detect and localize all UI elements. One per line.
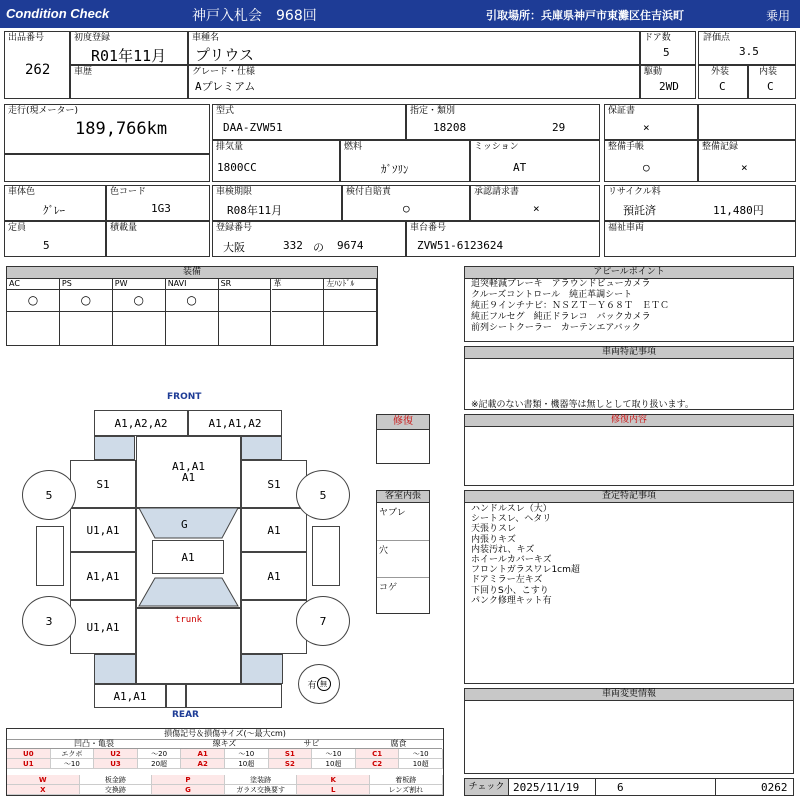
vehicle-name: プリウス: [195, 46, 254, 64]
equip-5-label: 革: [272, 278, 325, 290]
appeal-title: アピールポイント: [465, 267, 793, 279]
equip-0-label: AC: [7, 278, 60, 290]
appeal-line: 純正フルセグ 純正ドラレコ バックカメラ: [471, 312, 651, 322]
auction-name: 神戸入札会 968回: [192, 8, 317, 24]
legend-cell: A1: [181, 749, 225, 759]
category-label: 乗用: [766, 9, 791, 23]
reg-number: 9674: [337, 239, 364, 252]
legend-title: 損傷記号＆損傷サイズ(〜最大cm): [7, 729, 443, 740]
inspection-label: 車検期限: [216, 187, 253, 197]
displacement-label: 排気量: [216, 142, 244, 152]
mission-label: ミッション: [474, 142, 519, 152]
mission-value: AT: [513, 161, 527, 174]
inspector-line: ハンドルスレ（大）: [471, 504, 552, 514]
fuel-label: 燃料: [344, 142, 363, 152]
inspector-line: 内装汚れ、キズ: [471, 544, 535, 555]
rear-label: REAR: [172, 710, 199, 720]
fender-right[interactable]: S1: [241, 460, 307, 508]
door-rear-left[interactable]: A1,A1: [70, 552, 136, 600]
legend-cell: 10超: [225, 759, 269, 769]
insurance-label: 検付自賠責: [346, 187, 392, 197]
check-date: 2025/11/19: [513, 781, 580, 794]
rear-bumper-right[interactable]: [166, 684, 186, 708]
score-value: 3.5: [739, 45, 759, 58]
legend-cell: A2: [181, 759, 225, 769]
appeal-line: 追突軽減ブレーキ アラウンドビューカメラ: [471, 279, 651, 289]
check-label: チェック: [465, 779, 509, 795]
legend-cell: 10超: [399, 759, 443, 769]
legend-box: [6, 728, 444, 796]
color-code-label: 色コード: [110, 187, 147, 197]
legend-cell: 〜10: [312, 749, 356, 759]
legend-group: 線キズ: [181, 739, 268, 749]
int-label: 内装: [759, 67, 778, 77]
door-rear-right[interactable]: A1: [241, 552, 307, 600]
model-label: 型式: [216, 106, 235, 116]
legend-cell: U0: [7, 749, 51, 759]
interior-item: ヤブレ: [379, 508, 406, 518]
load-label: 積載量: [110, 223, 138, 233]
chassis-label: 車台番号: [410, 223, 447, 233]
front-bumper-right[interactable]: A1,A1,A2: [188, 410, 282, 436]
hood-value: A1,A1 A1: [171, 460, 206, 484]
reg-no-label: 登録番号: [216, 223, 253, 233]
capacity-value: 5: [43, 239, 50, 252]
legend-cell: U1: [7, 759, 51, 769]
legend-cell: 板金跡: [80, 775, 153, 785]
legend-cell: 10超: [312, 759, 356, 769]
displacement-value: 1800CC: [217, 161, 257, 174]
repair-badge-label: 修復: [377, 415, 429, 430]
tire-front-right[interactable]: 5: [296, 470, 350, 520]
legend-cell: C2: [356, 759, 400, 769]
equip-2-label: PW: [113, 278, 166, 290]
insurance-value: ○: [403, 202, 410, 215]
trunk[interactable]: [136, 608, 241, 684]
approval-value: ×: [533, 202, 540, 215]
fender-left[interactable]: S1: [70, 460, 136, 508]
roof[interactable]: A1: [152, 540, 224, 574]
rear-corner-right: [241, 654, 283, 684]
grade-value: Aプレミアム: [195, 80, 256, 93]
appeal-line: 純正９インチナビ：ＮＳＺＴ－Ｙ６８Ｔ ＥＴＣ: [471, 301, 670, 311]
ext-label: 外装: [711, 67, 730, 77]
trunk-label: trunk: [174, 615, 203, 625]
recycle-amount: 11,480円: [713, 204, 764, 217]
equip-2-value: ○: [113, 290, 166, 312]
first-reg-value: R01年11月: [91, 47, 167, 65]
ext-value: C: [719, 80, 726, 93]
condition-check-title: Condition Check: [6, 6, 110, 21]
inspector-line: パンク修理キット有: [471, 595, 552, 606]
reg-kana: の: [313, 241, 324, 254]
spare-tire[interactable]: [298, 664, 340, 704]
tire-rear-left[interactable]: 3: [22, 596, 76, 646]
legend-group: 凹凸・亀裂: [7, 739, 181, 749]
repair-title: 修復内容: [465, 415, 793, 427]
rear-bumper[interactable]: A1,A1: [94, 684, 166, 708]
capacity-label: 定員: [8, 223, 27, 233]
equip-1-value: ○: [60, 290, 113, 312]
equip-6-label: 左ﾊﾝﾄﾞﾙ: [324, 278, 377, 290]
check-code: 0262: [761, 781, 788, 794]
category-number: 29: [552, 121, 566, 134]
manual-value: ○: [643, 161, 650, 174]
inspector-line: ホイールカバーキズ: [471, 555, 552, 566]
warranty-label: 保証書: [608, 106, 636, 116]
legend-cell: 20超: [138, 759, 182, 769]
color-code-value: 1G3: [151, 202, 171, 215]
designation-value: 18208: [433, 121, 467, 134]
model-value: DAA-ZVW51: [223, 121, 283, 134]
legend-cell: 着板跡: [370, 775, 443, 785]
equip-0-value: ○: [7, 290, 60, 312]
mileage-label: 走行(現メーター): [8, 106, 79, 116]
recycle-status: 預託済: [623, 204, 656, 217]
score-label: 評価点: [703, 33, 731, 43]
approval-label: 承認請求書: [474, 187, 520, 197]
designation-label: 指定・類別: [410, 106, 456, 116]
special-notes-text: ※記載のない書類・機器等は無しとして取り扱います。: [471, 400, 694, 410]
spare-label: 有: [307, 680, 317, 691]
color-value: ｸﾞﾚｰ: [43, 204, 65, 217]
history-label: 車歴: [74, 67, 93, 77]
front-bumper-left[interactable]: A1,A2,A2: [94, 410, 188, 436]
mileage-value: 189,766km: [75, 119, 168, 139]
equip-1-label: PS: [60, 278, 113, 290]
inspection-value: R08年11月: [227, 204, 283, 217]
legend-cell: 〜10: [399, 749, 443, 759]
appeal-line: クルーズコントロール 純正革調シート: [471, 290, 633, 300]
inspector-line: シートスレ、ヘタリ: [471, 514, 552, 525]
legend-cell: U2: [94, 749, 138, 759]
drive-value: 2WD: [659, 80, 679, 93]
interior-item: コゲ: [377, 577, 429, 614]
tire-front-left[interactable]: 5: [22, 470, 76, 520]
mirror-left: [36, 526, 64, 586]
pickup-location: 引取場所：兵庫県神戸市東灘区住吉浜町: [486, 9, 684, 22]
lot-label: 出品番号: [8, 33, 45, 43]
legend-cell: X: [7, 785, 80, 795]
legend-cell: S2: [269, 759, 313, 769]
legend-cell: エクボ: [51, 749, 95, 759]
legend-cell: S1: [269, 749, 313, 759]
doors-value: 5: [663, 46, 670, 59]
inspector-line: フロントガラスワレ1cm超: [471, 565, 580, 576]
legend-group: 腐食: [355, 739, 442, 749]
special-notes-title: 車両特記事項: [465, 347, 793, 359]
change-info-title: 車両変更情報: [465, 689, 793, 701]
interior-title: 客室内張: [377, 491, 429, 503]
inspector-line: 天張りスレ: [471, 524, 517, 535]
check-number: 6: [617, 781, 624, 794]
legend-cell: P: [152, 775, 225, 785]
fuel-value: ｶﾞｿﾘﾝ: [381, 163, 409, 176]
grade-label: グレード・仕様: [192, 67, 256, 77]
legend-cell: K: [297, 775, 370, 785]
door-front-left[interactable]: U1,A1: [70, 508, 136, 552]
lot-number: 262: [25, 62, 51, 78]
legend-cell: U3: [94, 759, 138, 769]
legend-cell: L: [297, 785, 370, 795]
equip-3-value: ○: [166, 290, 219, 312]
color-label: 車体色: [8, 187, 36, 197]
spare-icon: 無: [317, 677, 331, 691]
legend-cell: W: [7, 775, 80, 785]
drive-label: 駆動: [644, 67, 663, 77]
interior-item: 穴: [377, 540, 429, 577]
legend-cell: 〜10: [225, 749, 269, 759]
record-label: 整備記録: [702, 142, 739, 152]
legend-cell: 〜10: [51, 759, 95, 769]
quarter-left[interactable]: U1,A1: [70, 600, 136, 654]
legend-cell: ガラス交換要す: [225, 785, 298, 795]
reg-area: 大阪: [223, 241, 245, 254]
legend-cell: レンズ割れ: [370, 785, 443, 795]
rear-corner-left: [94, 654, 136, 684]
inspector-line: 内張りキズ: [471, 534, 516, 545]
front-label: FRONT: [167, 392, 202, 402]
record-value: ×: [741, 161, 748, 174]
welfare-label: 福祉車両: [608, 223, 645, 233]
inspector-line: 下回りS小、こすり: [471, 585, 549, 596]
mirror-right: [312, 526, 340, 586]
legend-cell: 交換跡: [80, 785, 153, 795]
chassis-value: ZVW51-6123624: [417, 239, 504, 252]
doors-label: ドア数: [644, 33, 671, 43]
inspector-line: ドアミラー左キズ: [471, 575, 543, 586]
legend-cell: G: [152, 785, 225, 795]
tire-rear-right[interactable]: 7: [296, 596, 350, 646]
rear-bumper-right2[interactable]: [186, 684, 282, 708]
warranty-value: ×: [643, 121, 650, 134]
equip-4-label: SR: [219, 278, 272, 290]
name-label: 車種名: [192, 33, 220, 43]
first-reg-label: 初度登録: [74, 33, 111, 43]
legend-cell: C1: [356, 749, 400, 759]
equipment-title: 装備: [7, 267, 377, 279]
equip-3-label: NAVI: [166, 278, 219, 290]
door-front-right[interactable]: A1: [241, 508, 307, 552]
int-value: C: [767, 80, 774, 93]
appeal-line: 前列シートクーラー カーテンエアバック: [471, 323, 641, 333]
reg-class: 332: [283, 239, 303, 252]
windshield-value: G: [181, 518, 188, 531]
manual-label: 整備手帳: [608, 142, 645, 152]
inspector-notes-title: 査定特記事項: [465, 491, 793, 503]
legend-cell: 塗装跡: [225, 775, 298, 785]
recycle-label: リサイクル料: [608, 187, 661, 197]
legend-cell: 〜20: [138, 749, 182, 759]
legend-group: サビ: [268, 739, 355, 749]
